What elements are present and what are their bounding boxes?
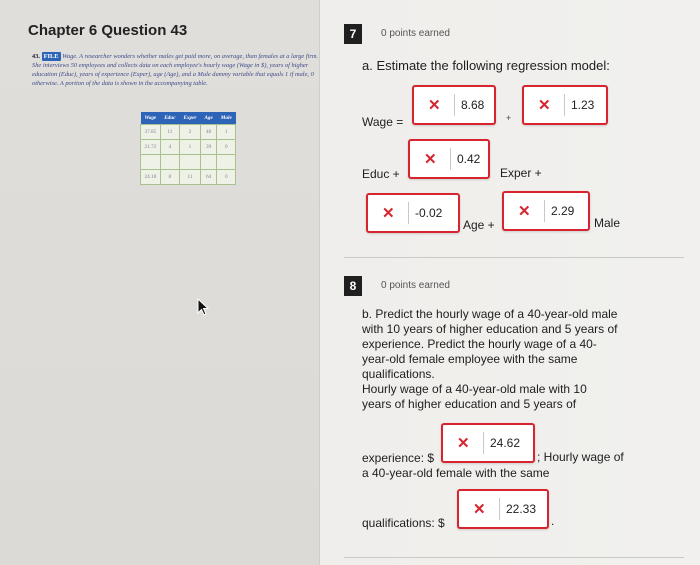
- question-7-points: 0 points earned: [381, 28, 450, 39]
- table-cell: 2: [179, 125, 200, 140]
- educ-label: Educ +: [362, 167, 400, 181]
- wrong-icon: ✕: [518, 203, 531, 220]
- table-header-row: [141, 112, 236, 125]
- answer-value[interactable]: 8.68: [454, 94, 484, 116]
- mouse-cursor-icon: [196, 298, 210, 316]
- table-cell: 24.18: [141, 170, 161, 185]
- table-cell: 11: [160, 125, 179, 140]
- exper-label: Exper +: [500, 166, 542, 180]
- plus-sign: +: [506, 113, 512, 123]
- table-cell: 8: [160, 170, 179, 185]
- wrong-icon: ✕: [538, 97, 551, 114]
- table-cell: 1: [217, 125, 236, 140]
- table-header: Wage: [141, 112, 161, 125]
- table-cell: [141, 155, 161, 170]
- female-wage-answer-box[interactable]: [457, 489, 549, 529]
- qualifications-label: qualifications: $: [362, 516, 445, 530]
- section-divider: [344, 557, 684, 558]
- table-cell: [179, 155, 200, 170]
- section-divider: [344, 257, 684, 258]
- answer-value[interactable]: 22.33: [499, 498, 536, 520]
- question-7-badge: 7: [344, 24, 362, 44]
- answer-value[interactable]: 0.42: [450, 148, 480, 170]
- prompt-line: experience. Predict the hourly wage of a 40-: [362, 337, 597, 351]
- table-cell: 4: [160, 140, 179, 155]
- prompt-line: b. Predict the hourly wage of a 40-year-old male: [362, 307, 618, 321]
- table-cell: [200, 155, 216, 170]
- table-row: [141, 140, 236, 155]
- table-cell: 37.85: [141, 125, 161, 140]
- wrong-icon: ✕: [382, 205, 395, 222]
- table-header: Age: [200, 112, 216, 125]
- data-table: [140, 112, 236, 185]
- prompt-line: with 10 years of higher education and 5 years of: [362, 322, 618, 336]
- answer-value[interactable]: 2.29: [544, 200, 574, 222]
- table-header: Exper: [179, 112, 200, 125]
- answer-value[interactable]: 24.62: [483, 432, 520, 454]
- table-cell: 1: [179, 140, 200, 155]
- age-label: Age +: [463, 218, 495, 232]
- male-wage-answer-box[interactable]: [441, 423, 535, 463]
- prompt-line: year-old female employee with the same: [362, 352, 578, 366]
- chapter-title: Chapter 6 Question 43: [28, 22, 188, 39]
- educ-coefficient-answer-box[interactable]: [522, 85, 608, 125]
- exper-coefficient-answer-box[interactable]: [408, 139, 490, 179]
- wage-label: Wage =: [362, 115, 404, 129]
- answer-value[interactable]: -0.02: [408, 202, 442, 224]
- wrong-icon: ✕: [424, 151, 437, 168]
- table-cell: [160, 155, 179, 170]
- question-8-badge: 8: [344, 276, 362, 296]
- problem-pane: [0, 0, 320, 565]
- period: .: [551, 514, 555, 528]
- table-header: Educ: [160, 112, 179, 125]
- problem-statement: [32, 52, 322, 88]
- file-tag[interactable]: FILE: [43, 53, 59, 60]
- female-line: a 40-year-old female with the same: [362, 466, 550, 480]
- hourly-female-label: ; Hourly wage of: [537, 450, 624, 464]
- prompt-line: Hourly wage of a 40-year-old male with 10: [362, 382, 587, 396]
- table-row: [141, 170, 236, 185]
- table-cell: 0: [217, 140, 236, 155]
- table-cell: 11: [179, 170, 200, 185]
- male-label: Male: [594, 216, 621, 230]
- table-cell: 21.72: [141, 140, 161, 155]
- table-row: [141, 125, 236, 140]
- wrong-icon: ✕: [428, 97, 441, 114]
- experience-label: experience: $: [362, 451, 435, 465]
- table-cell: 39: [200, 140, 216, 155]
- wrong-icon: ✕: [473, 501, 486, 518]
- answer-value[interactable]: 1.23: [564, 94, 594, 116]
- age-coefficient-answer-box[interactable]: [366, 193, 460, 233]
- intercept-answer-box[interactable]: [412, 85, 496, 125]
- prompt-line: qualifications.: [362, 367, 435, 381]
- problem-number: 43.: [32, 53, 40, 60]
- male-coefficient-answer-box[interactable]: [502, 191, 590, 231]
- table-cell: 0: [217, 170, 236, 185]
- table-cell: [217, 155, 236, 170]
- table-cell: 64: [200, 170, 216, 185]
- wrong-icon: ✕: [457, 435, 470, 452]
- table-row: [141, 155, 236, 170]
- question-8-points: 0 points earned: [381, 280, 450, 291]
- problem-body: Wage. A researcher wonders whether males get paid more, on average, than females at a large firm. She interviews 50 employees and collects data on each employee's hourly wage (Wage in $), years of higher education (Educ), years of experience (Exper), age (Age), and a Male dummy variable that equals 1 if male, 0 otherwise. A portion of the data is shown in the accompanying table.: [32, 53, 319, 87]
- table-cell: 40: [200, 125, 216, 140]
- prompt-line: years of higher education and 5 years of: [362, 397, 577, 411]
- question-7-prompt: a. Estimate the following regression model:: [362, 58, 610, 73]
- question-8-prompt: [362, 307, 662, 412]
- table-header: Male: [217, 112, 236, 125]
